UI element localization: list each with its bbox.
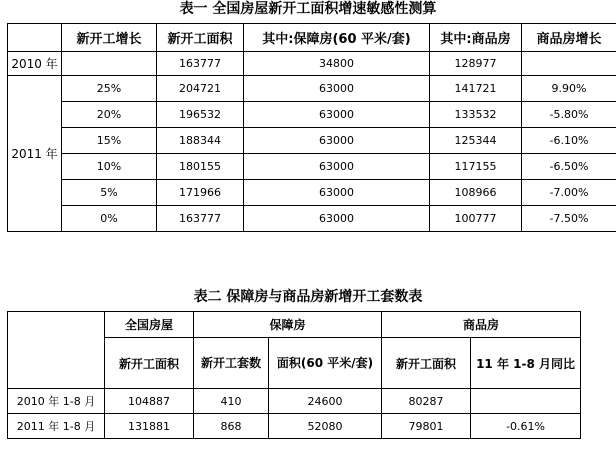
table-row bbox=[8, 180, 616, 206]
header-commercial-growth: 商品房增长 bbox=[522, 24, 616, 52]
period-cell: 2010 年 1-8 月 bbox=[8, 389, 105, 414]
sub-header-affordable-area: 面积(60 平米/套) bbox=[269, 338, 382, 389]
sensitivity-table bbox=[7, 23, 616, 232]
affordable-cell: 63000 bbox=[244, 76, 430, 102]
year-cell: 2010 年 bbox=[8, 52, 62, 76]
affordable-area-cell: 24600 bbox=[269, 389, 382, 414]
group-header-commercial: 商品房 bbox=[382, 312, 581, 338]
header-cell bbox=[8, 24, 62, 52]
header-growth: 新开工增长 bbox=[62, 24, 157, 52]
growth-cell: 25% bbox=[62, 76, 157, 102]
commercial-area-cell: 80287 bbox=[382, 389, 471, 414]
commercial-growth-cell bbox=[522, 52, 616, 76]
affordable-cell: 63000 bbox=[244, 154, 430, 180]
commercial-cell: 100777 bbox=[430, 206, 522, 232]
commercial-growth-cell: -6.50% bbox=[522, 154, 616, 180]
commercial-yoy-cell: -0.61% bbox=[471, 414, 581, 439]
commercial-cell: 108966 bbox=[430, 180, 522, 206]
growth-cell: 20% bbox=[62, 102, 157, 128]
commercial-cell: 125344 bbox=[430, 128, 522, 154]
commercial-cell: 117155 bbox=[430, 154, 522, 180]
affordable-units-cell: 868 bbox=[194, 414, 269, 439]
table-row bbox=[8, 76, 616, 102]
commercial-growth-cell: -6.10% bbox=[522, 128, 616, 154]
commercial-growth-cell: 9.90% bbox=[522, 76, 616, 102]
sub-header-commercial-area: 新开工面积 bbox=[382, 338, 471, 389]
commercial-cell: 141721 bbox=[430, 76, 522, 102]
header-new-area: 新开工面积 bbox=[157, 24, 244, 52]
growth-cell: 5% bbox=[62, 180, 157, 206]
national-area-cell: 104887 bbox=[105, 389, 194, 414]
new-starts-units-table bbox=[7, 311, 581, 439]
commercial-growth-cell: -7.50% bbox=[522, 206, 616, 232]
affordable-cell: 34800 bbox=[244, 52, 430, 76]
commercial-growth-cell: -5.80% bbox=[522, 102, 616, 128]
table-row bbox=[8, 52, 616, 76]
commercial-yoy-cell bbox=[471, 389, 581, 414]
table-row bbox=[8, 414, 581, 439]
header-commercial: 其中:商品房 bbox=[430, 24, 522, 52]
affordable-area-cell: 52080 bbox=[269, 414, 382, 439]
sub-header-national-area: 新开工面积 bbox=[105, 338, 194, 389]
group-header-national: 全国房屋 bbox=[105, 312, 194, 338]
year-cell: 2011 年 bbox=[8, 76, 62, 232]
commercial-cell: 128977 bbox=[430, 52, 522, 76]
area-cell: 196532 bbox=[157, 102, 244, 128]
area-cell: 180155 bbox=[157, 154, 244, 180]
growth-cell bbox=[62, 52, 157, 76]
table-row bbox=[8, 102, 616, 128]
header-affordable: 其中:保障房(60 平米/套) bbox=[244, 24, 430, 52]
table-row bbox=[8, 389, 581, 414]
growth-cell: 15% bbox=[62, 128, 157, 154]
area-cell: 204721 bbox=[157, 76, 244, 102]
table-row bbox=[8, 206, 616, 232]
table-row bbox=[8, 154, 616, 180]
area-cell: 171966 bbox=[157, 180, 244, 206]
affordable-cell: 63000 bbox=[244, 206, 430, 232]
growth-cell: 10% bbox=[62, 154, 157, 180]
area-cell: 163777 bbox=[157, 206, 244, 232]
affordable-units-cell: 410 bbox=[194, 389, 269, 414]
affordable-cell: 63000 bbox=[244, 128, 430, 154]
affordable-cell: 63000 bbox=[244, 102, 430, 128]
area-cell: 188344 bbox=[157, 128, 244, 154]
table-row bbox=[8, 128, 616, 154]
group-header-affordable: 保障房 bbox=[194, 312, 382, 338]
period-cell: 2011 年 1-8 月 bbox=[8, 414, 105, 439]
area-cell: 163777 bbox=[157, 52, 244, 76]
table2-group-header-row bbox=[8, 312, 581, 338]
commercial-growth-cell: -7.00% bbox=[522, 180, 616, 206]
commercial-area-cell: 79801 bbox=[382, 414, 471, 439]
affordable-cell: 63000 bbox=[244, 180, 430, 206]
header-cell bbox=[8, 312, 105, 389]
table2-title: 表二 保障房与商品房新增开工套数表 bbox=[193, 289, 423, 305]
table1-header-row bbox=[8, 24, 616, 52]
growth-cell: 0% bbox=[62, 206, 157, 232]
sub-header-commercial-yoy: 11 年 1-8 月同比 bbox=[471, 338, 581, 389]
commercial-cell: 133532 bbox=[430, 102, 522, 128]
table1-title: 表一 全国房屋新开工面积增速敏感性测算 bbox=[179, 1, 437, 17]
national-area-cell: 131881 bbox=[105, 414, 194, 439]
sub-header-affordable-units: 新开工套数 bbox=[194, 338, 269, 389]
